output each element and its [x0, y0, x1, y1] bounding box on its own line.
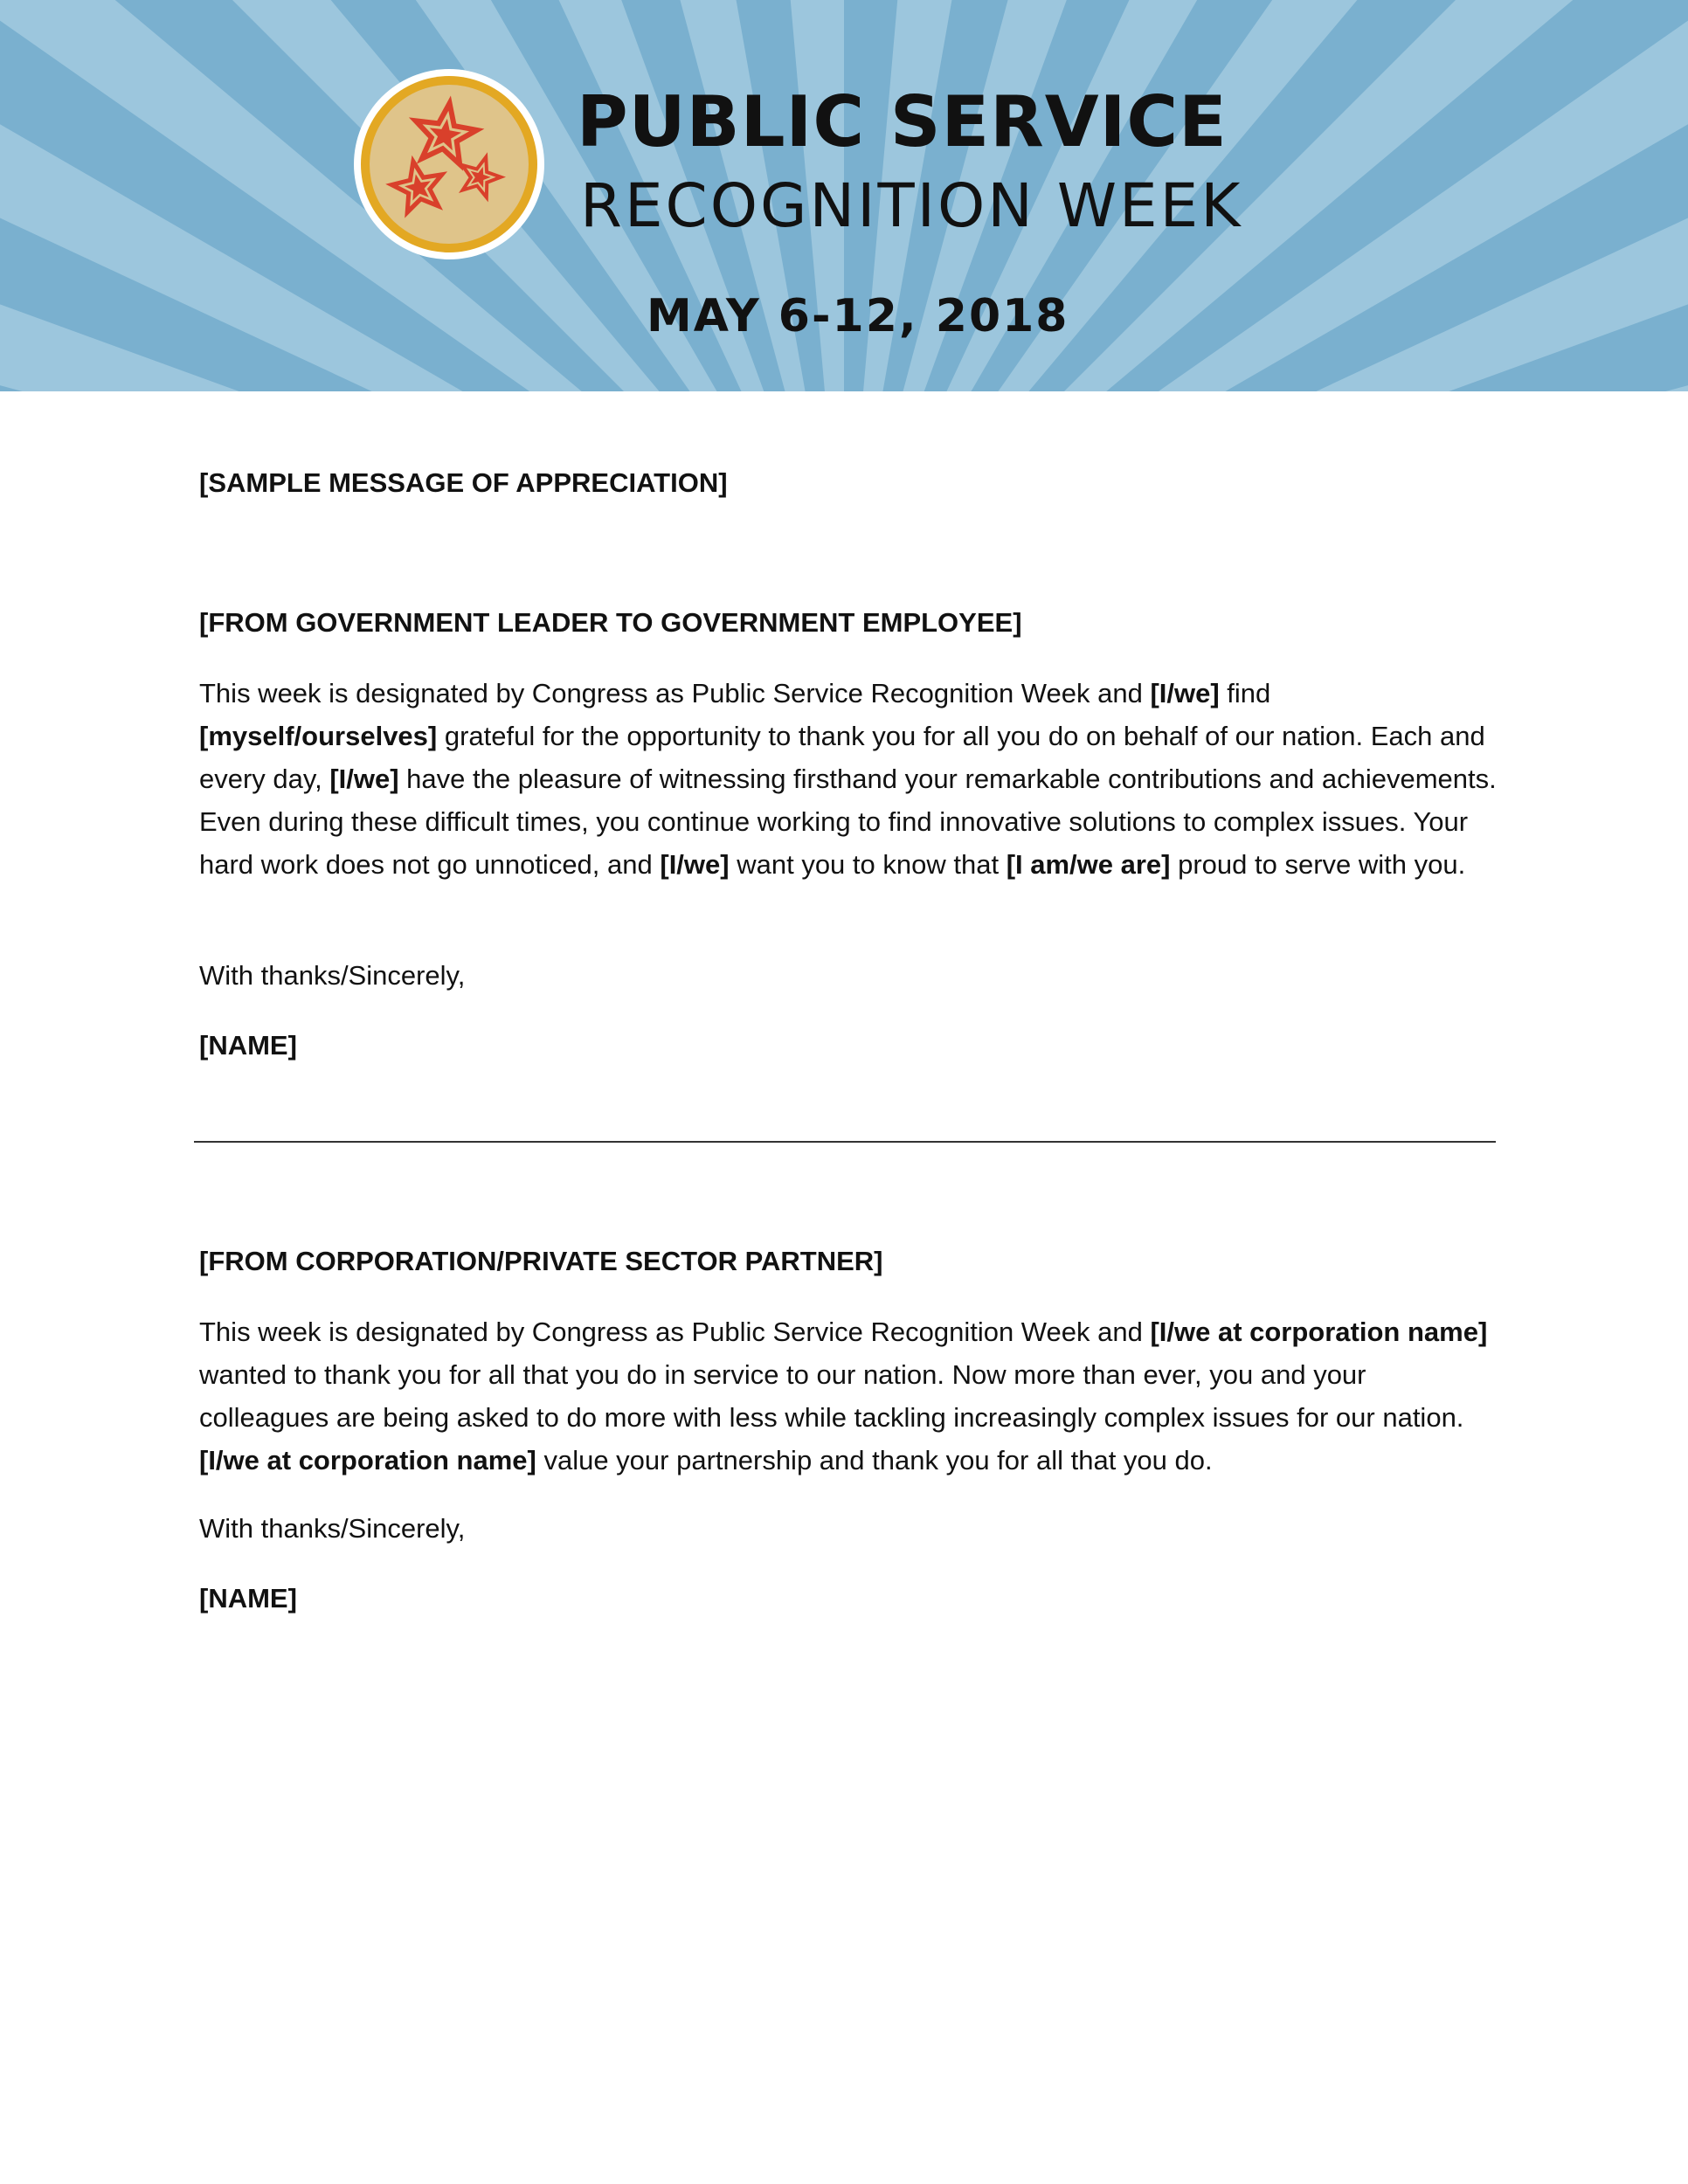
placeholder-corporation-name: [I/we at corporation name]	[199, 1445, 536, 1476]
placeholder-i-we: [I/we]	[1150, 678, 1220, 708]
placeholder-corporation-name: [I/we at corporation name]	[1150, 1317, 1488, 1347]
text-span: want you to know that	[729, 849, 1007, 880]
banner-title-recognition-week: RECOGNITION WEEK	[580, 171, 1243, 241]
text-span: have the pleasure of witnessing firsthand your remarkable contributions and achievements. Even during these difficult times, you continue working to find innovative solutions to complex issues. Your hard work does not go unnoticed, and	[199, 764, 1497, 880]
text-span: proud to serve with you.	[1170, 849, 1466, 880]
banner-title-public-service: PUBLIC SERVICE	[577, 81, 1228, 162]
placeholder-i-we: [I/we]	[329, 764, 399, 794]
placeholder-myself-ourselves: [myself/ourselves]	[199, 721, 438, 751]
section1-paragraph	[199, 672, 1501, 886]
section2-name-placeholder: [NAME]	[199, 1583, 297, 1614]
text-span: wanted to thank you for all that you do in service to our nation. Now more than ever, you and your colleagues are being asked to do more with less while tackling increasingly complex issues for our nation.	[199, 1359, 1464, 1433]
header-banner	[0, 0, 1688, 391]
text-span: This week is designated by Congress as Public Service Recognition Week and	[199, 1317, 1151, 1347]
section1-closing: With thanks/Sincerely,	[199, 960, 466, 991]
placeholder-i-we: [I/we]	[660, 849, 730, 880]
text-span: find	[1219, 678, 1271, 708]
placeholder-i-am-we-are: [I am/we are]	[1006, 849, 1171, 880]
banner-date: MAY 6-12, 2018	[647, 290, 1069, 342]
section1-heading: [FROM GOVERNMENT LEADER TO GOVERNMENT EMPLOYEE]	[199, 607, 1022, 638]
three-stars-seal-icon	[352, 67, 546, 261]
section2-closing: With thanks/Sincerely,	[199, 1513, 466, 1544]
text-span: value your partnership and thank you for all that you do.	[536, 1445, 1213, 1476]
section-divider	[194, 1141, 1496, 1143]
section1-name-placeholder: [NAME]	[199, 1030, 297, 1061]
section2-heading: [FROM CORPORATION/PRIVATE SECTOR PARTNER]	[199, 1246, 883, 1276]
text-span: grateful for the opportunity to thank you for all you do on behalf of our nation. Each and every day,	[199, 721, 1485, 794]
sample-message-label: [SAMPLE MESSAGE OF APPRECIATION]	[199, 467, 728, 498]
text-span: This week is designated by Congress as Public Service Recognition Week and	[199, 678, 1151, 708]
section2-paragraph	[199, 1310, 1501, 1482]
